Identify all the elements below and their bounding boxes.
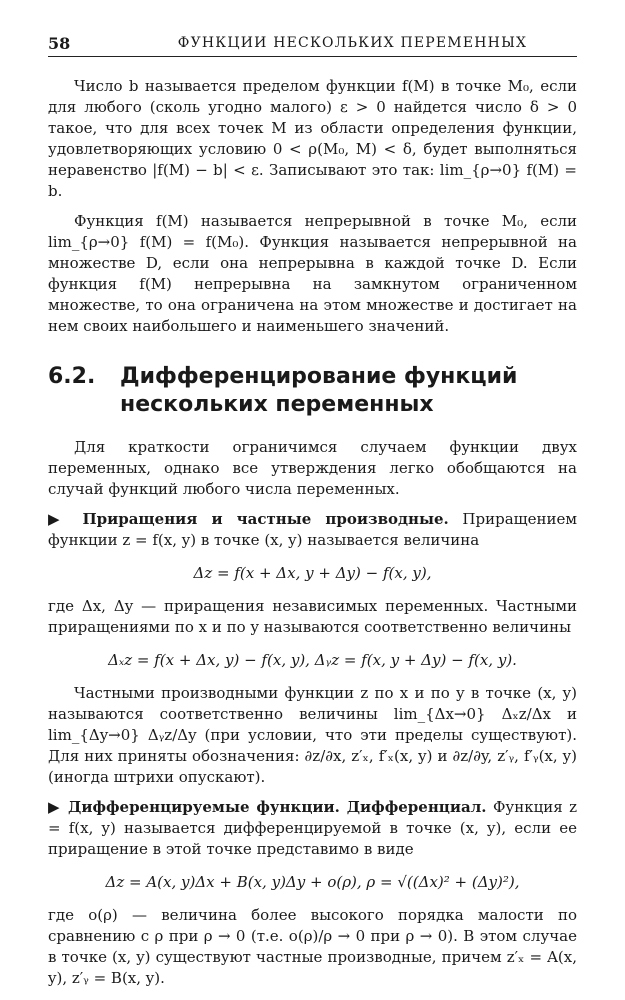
equation-differential: Δz = A(x, y)Δx + B(x, y)Δy + o(ρ), ρ = √((Δx)² + (Δy)²), (105, 873, 520, 891)
page-content (48, 76, 577, 989)
paragraph-differentiable-text: Функция z = f(x, y) называется дифференцируемой в точке (x, y), если ее приращение в этой точке представимо в виде (48, 798, 577, 858)
equation-increment: Δz = f(x + Δx, y + Δy) − f(x, y), (193, 564, 432, 582)
paragraph-increments (48, 509, 577, 551)
paragraph-final: где o(ρ) — величина более высокого порядка малости по сравнению с ρ при ρ → 0 (т.е. o(ρ)/ρ → 0 при ρ → 0). В этом случае в точке (x, y) существуют частные производные, причем z′ₓ = A(x, y), z′ᵧ = B(x, y). (48, 906, 577, 987)
paragraph-intro: Для краткости ограничимся случаем функции двух переменных, однако все утверждения легко обобщаются на случай функций любого числа переменных. (48, 438, 577, 498)
running-header (48, 30, 577, 57)
subheading-increments: ▶ Приращения и частные производные. (48, 510, 449, 528)
paragraph-limit: Число b называется пределом функции f(M) в точке M₀, если для любого (сколь угодно малого) ε > 0 найдется число δ > 0 такое, что для всех точек M из области определения функции, удовлетворяющих условию 0 < ρ(M₀, M) < δ, будет выполняться неравенство |f(M) − b| < ε. Записывают это так: lim_{ρ→0} f(M) = b. (48, 77, 577, 200)
section-title: Дифференцирование функций нескольких переменных (120, 364, 518, 417)
paragraph-partial-increments: где Δx, Δy — приращения независимых переменных. Частными приращениями по x и по y называются соответственно величины (48, 597, 577, 636)
paragraph-differentiable (48, 797, 577, 860)
page-number: 58 (48, 34, 71, 53)
section-number: 6.2. (48, 364, 96, 389)
section-heading (48, 363, 577, 419)
paragraph-continuity: Функция f(M) называется непрерывной в точке M₀, если lim_{ρ→0} f(M) = f(M₀). Функция называется непрерывной на множестве D, если она непрерывна в каждой точке D. Если функция f(M) непрерывна на замкнутом ограниченном множестве, то она ограничена на этом множестве и достигает на нем своих наибольшего и наименьшего значений. (48, 212, 577, 335)
subheading-differentiable: ▶ Дифференцируемые функции. Дифференциал. (48, 798, 487, 816)
paragraph-partial-derivatives: Частными производными функции z по x и по y в точке (x, y) называются соответственно величины lim_{Δx→0} Δₓz/Δx и lim_{Δy→0} Δᵧz/Δy (при условии, что эти пределы существуют). Для них приняты обозначения: ∂z/∂x, z′ₓ, f′ₓ(x, y) и ∂z/∂y, z′ᵧ, f′ᵧ(x, y) (иногда штрихи опускают). (48, 684, 577, 786)
equation-partial-increments: Δₓz = f(x + Δx, y) − f(x, y), Δᵧz = f(x, y + Δy) − f(x, y). (108, 651, 517, 669)
paragraph-increments-text: Приращением функции z = f(x, y) в точке (x, y) называется величина (48, 510, 577, 549)
running-title: ФУНКЦИИ НЕСКОЛЬКИХ ПЕРЕМЕННЫХ (177, 35, 528, 51)
